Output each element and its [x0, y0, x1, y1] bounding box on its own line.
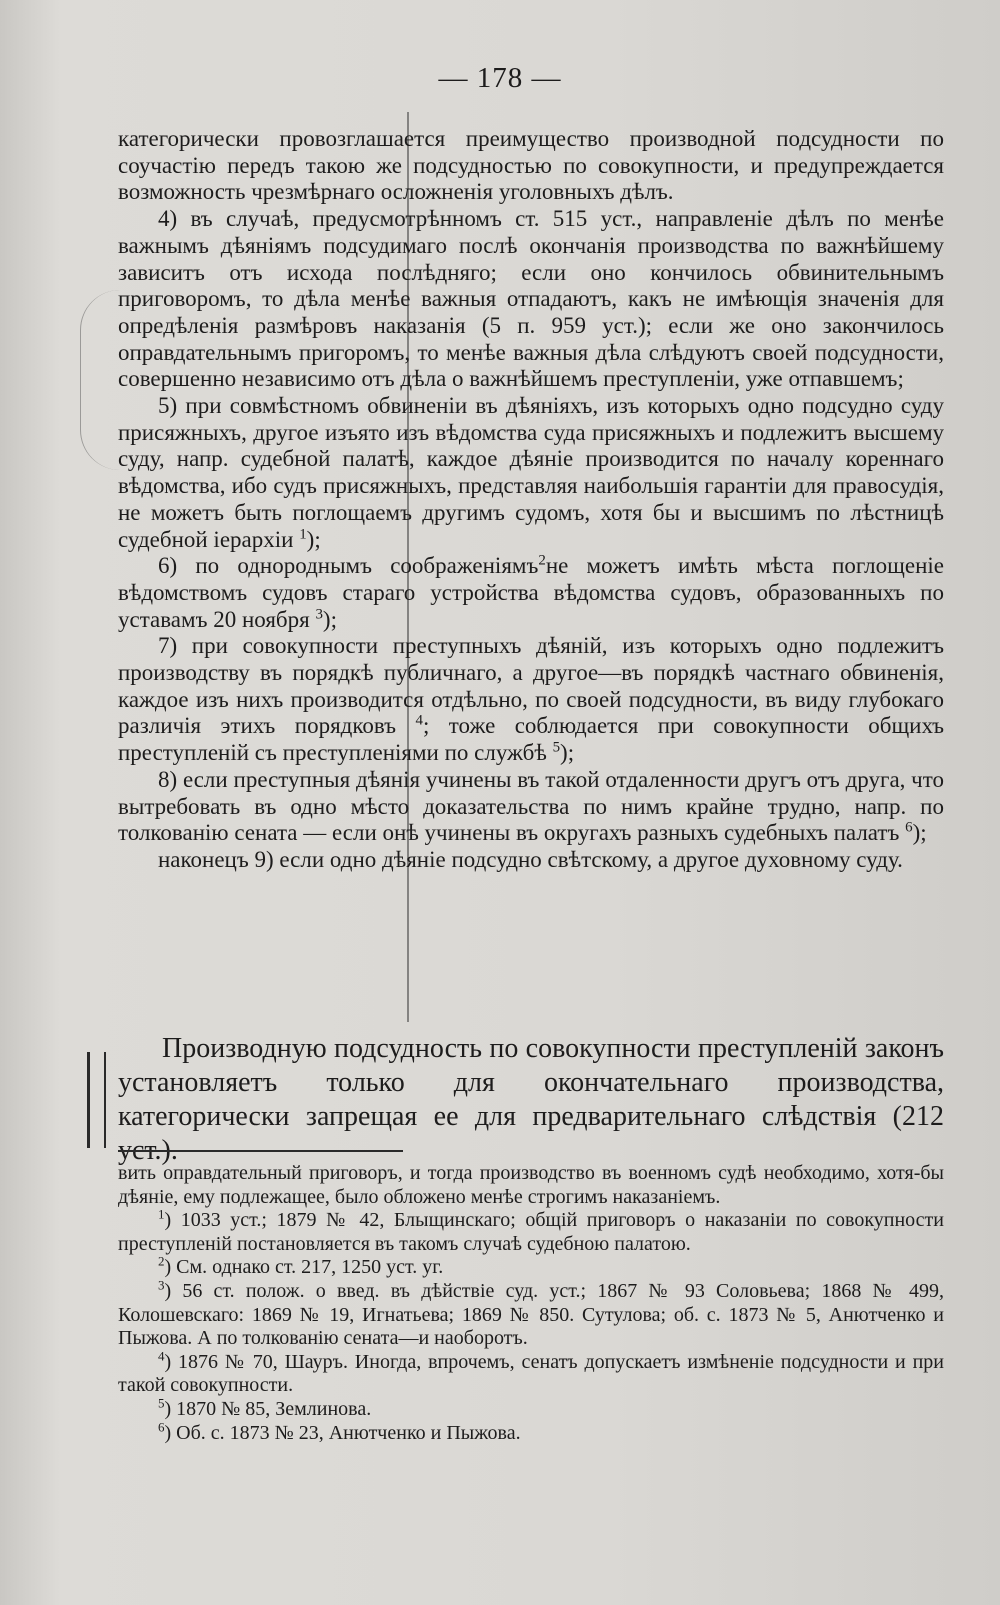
footnote-6 [118, 1418, 944, 1446]
paragraph-item-9: наконецъ 9) если одно дѣяніе подсудно свѣтскому, а другое духовному суду. [158, 846, 903, 872]
footnote-continuation: вить оправдательный приговоръ, и тогда производство въ военномъ судѣ необходимо, хотя-бы дѣяніе, ему подлежащее, было обложено менѣе строгимъ наказаніемъ. [118, 1162, 944, 1208]
paragraph-item-7-text-a: 7) при совокупности преступныхъ дѣяній, изъ которыхъ одно подлежитъ производству въ порядкѣ публичнаго, а другое—въ порядкѣ частнаго обвиненія, каждое изъ нихъ производится отдѣльно, по своей подсудности, въ виду глубокаго различія этихъ порядковъ [118, 633, 944, 739]
paragraph-item-8 [118, 767, 944, 847]
footnote-ref-1: 1 [299, 525, 307, 542]
paragraph-item-5 [118, 393, 944, 553]
pencil-bracket-mark [80, 290, 121, 470]
paragraph-item-5-tail: ); [306, 526, 321, 552]
main-text [118, 126, 944, 874]
footnote-ref-5: 5 [552, 739, 561, 756]
footnote-text: ) См. однако ст. 217, 1250 уст. уг. [164, 1256, 444, 1279]
paragraph-item-5-text: 5) при совмѣстномъ обвиненіи въ дѣяніяхъ, изъ которыхъ одно подсудно суду присяжныхъ, другое изъято изъ вѣдомства суда присяжныхъ и подлежитъ высшему суду, напр. судебной палатѣ, каждое дѣяніе производится по началу кореннаго вѣдомства, ибо судъ присяжныхъ, представляя наибольшія гарантіи для правосудія, не можетъ быть поглощаемъ другимъ судомъ, хотя бы и высшимъ по лѣстницѣ судебной іерархіи [118, 393, 944, 552]
paragraph-item-6 [118, 553, 944, 633]
footnote-mark: 6 [158, 1418, 165, 1434]
footnote-text: ) 1870 № 85, Землинова. [164, 1397, 372, 1420]
footnote-mark: 1 [158, 1206, 165, 1222]
footnote-text: ) 1033 уст.; 1879 № 42, Блыщинскаго; общій приговоръ о наказаніи по совокупности преступленій постановляется въ такомъ случаѣ судебною палатою. [118, 1209, 944, 1255]
paragraph-item-8-text: 8) если преступныя дѣянія учинены въ такой отдаленности другъ отъ друга, что вытребовать въ одно мѣсто доказательства по нимъ крайне трудно, напр. по толкованію сената — если онѣ учинены въ округахъ разныхъ судебныхъ палатъ [118, 766, 944, 846]
footnote-3 [118, 1277, 944, 1351]
footnote-ref-3: 3 [315, 606, 323, 622]
paragraph-item-7 [118, 633, 944, 767]
footnotes [118, 1162, 944, 1445]
paragraph-item-6-text-b: не можетъ имѣть мѣста поглощеніе вѣдомствомъ судовъ стараго устройства вѣдомства судовъ, образованныхъ по уставамъ 20 ноября [118, 553, 944, 632]
page-number: — 178 — [438, 62, 562, 94]
paragraph-item-8-tail: ); [912, 820, 927, 846]
footnote-text: ) 1876 № 70, Шауръ. Иногда, впрочемъ, сенатъ допускаетъ измѣненіе подсудности и при такой совокупности. [118, 1350, 944, 1397]
paragraph-item-4: 4) въ случаѣ, предусмотрѣнномъ ст. 515 уст., направленіе дѣлъ по менѣе важнымъ дѣяніямъ подсудимаго послѣ окончанія производства по важнѣйшему зависитъ отъ исхода послѣдняго; если оно кончилось обвинительнымъ приговоромъ, то дѣла менѣе важныя отпадаютъ, какъ не имѣющія значенія для опредѣленія размѣровъ наказанія (5 п. 959 уст.); если же оно закончилось оправдательнымъ пригоромъ, то менѣе важныя дѣла слѣдуютъ своей подсудности, совершенно независимо отъ дѣла о важнѣйшемъ преступленіи, уже отпавшемъ; [118, 206, 944, 392]
footnote-ref-2: 2 [538, 552, 546, 569]
footnote-ref-4: 4 [415, 712, 423, 729]
margin-double-line-mark [87, 1052, 106, 1148]
footnote-mark: 3 [158, 1277, 165, 1293]
footnote-ref-6: 6 [905, 819, 913, 836]
paragraph-item-7-tail: ); [560, 740, 575, 766]
footnote-mark: 4 [158, 1348, 165, 1364]
paragraph-continuation: категорически провозглашается преимущество производной подсудности по соучастію передъ такою же подсудностью по совокупности, и предупреждается возможность чрезмѣрнаго осложненія уголовныхъ дѣлъ. [118, 126, 944, 205]
footnote-2 [118, 1253, 944, 1280]
footnote-mark: 2 [158, 1253, 165, 1269]
footnote-text: ) Об. с. 1873 № 23, Анютченко и Пыжова. [164, 1421, 521, 1444]
footnote-text: ) 56 ст. полож. о введ. въ дѣйствіе суд. уст.; 1867 № 93 Соловьева; 1868 № 499, Колошевскаго: 1869 № 19, Игнатьева; 1869 № 850. Сутулова; об. с. 1873 № 5, Анютченко и Пыжова. А по толкованію сената—и наоборотъ. [118, 1279, 944, 1350]
paragraph-item-7-text-b: ; тоже соблюдается при совокупности общихъ преступленій съ преступленіями по службѣ [118, 713, 944, 766]
footnote-4 [118, 1348, 944, 1398]
paragraph-item-6-tail: ); [322, 606, 337, 632]
footnote-mark: 5 [158, 1395, 165, 1411]
footnote-5 [118, 1395, 944, 1422]
footnote-1 [118, 1206, 944, 1256]
paragraph-item-6-text-a: 6) по однороднымъ соображеніямъ [158, 553, 539, 579]
emphasized-paragraph: Производную подсудность по совокупности преступленій законъ установляетъ только для окончательнаго производства, категорически запрещая ее для предварительнаго слѣдствія (212 уст.). [118, 1033, 944, 1166]
footnote-separator [118, 1150, 403, 1152]
